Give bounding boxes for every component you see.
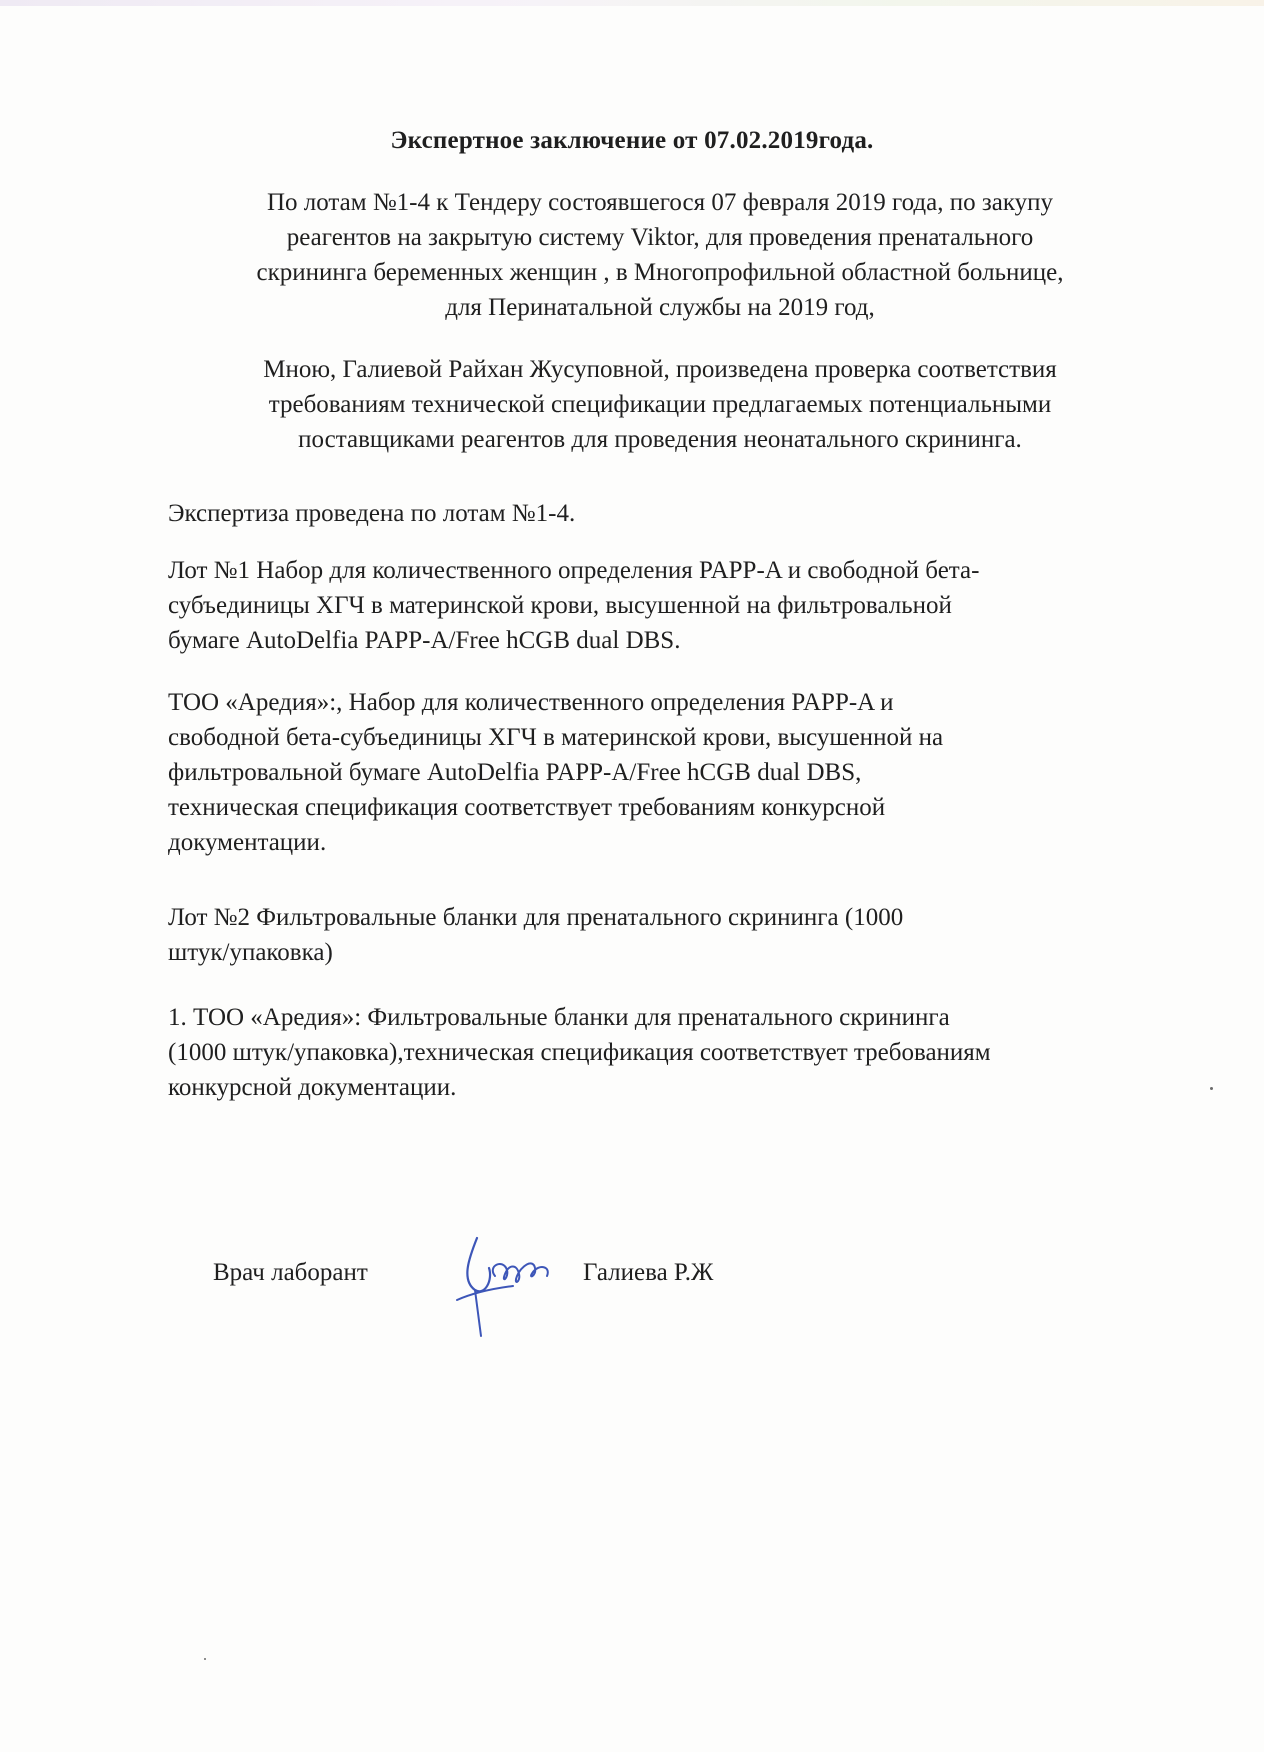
intro-line: скрининга беременных женщин , в Многопрофильной областной больнице, [256, 259, 1064, 286]
lot2-line: штук/упаковка) [168, 939, 333, 966]
lot1-supplier-paragraph [168, 685, 1168, 860]
intro-paragraph [160, 185, 1160, 325]
lot1-paragraph [168, 553, 1168, 658]
lot2-paragraph [168, 900, 1168, 970]
lot1-supplier-line: свободной бета-субъединицы ХГЧ в материнской крови, высушенной на [168, 724, 944, 751]
intro-line: для Перинатальной службы на 2019 год, [445, 294, 875, 321]
verification-line: поставщиками реагентов для проведения неонатального скрининга. [298, 426, 1022, 453]
lot2-supplier-line: конкурсной документации. [168, 1074, 457, 1101]
expertise-statement: Экспертиза проведена по лотам №1-4. [168, 500, 576, 527]
lot1-line: субъединицы ХГЧ в материнской крови, высушенной на фильтровальной [168, 592, 952, 619]
lot1-line: бумаге AutoDelfia PAPP-A/Free hCGB dual DBS. [168, 627, 681, 654]
handwritten-signature [455, 1228, 575, 1343]
verification-paragraph [160, 352, 1160, 457]
signer-name: Галиева Р.Ж [583, 1259, 714, 1286]
lot2-supplier-line: 1. ТОО «Аредия»: Фильтровальные бланки для пренатального скрининга [168, 1004, 950, 1031]
lot1-line: Лот №1 Набор для количественного определения PAPP-A и свободной бета- [168, 557, 980, 584]
signer-role: Врач лаборант [213, 1259, 368, 1286]
lot2-supplier-paragraph [168, 1000, 1168, 1105]
lot1-supplier-line: документации. [168, 829, 327, 856]
document-title: Экспертное заключение от 07.02.2019года. [390, 127, 874, 154]
lot2-supplier-line: (1000 штук/упаковка),техническая спецификация соответствует требованиям [168, 1039, 991, 1066]
scan-speck [204, 1658, 206, 1660]
scan-speck [1210, 1087, 1213, 1090]
lot1-supplier-line: ТОО «Аредия»:, Набор для количественного определения PAPP-A и [168, 689, 894, 716]
intro-line: реагентов на закрытую систему Viktor, для проведения пренатального [286, 224, 1034, 251]
lot1-supplier-line: техническая спецификация соответствует требованиям конкурсной [168, 794, 886, 821]
verification-line: Мною, Галиевой Райхан Жусуповной, произведена проверка соответствия [263, 356, 1057, 383]
lot1-supplier-line: фильтровальной бумаге AutoDelfia PAPP-A/Free hCGB dual DBS, [168, 759, 862, 786]
verification-line: требованиям технической спецификации предлагаемых потенциальными [268, 391, 1052, 418]
intro-line: По лотам №1-4 к Тендеру состоявшегося 07 февраля 2019 года, по закупу [266, 189, 1054, 216]
scan-edge [0, 0, 1264, 6]
lot2-line: Лот №2 Фильтровальные бланки для пренатального скрининга (1000 [168, 904, 904, 931]
